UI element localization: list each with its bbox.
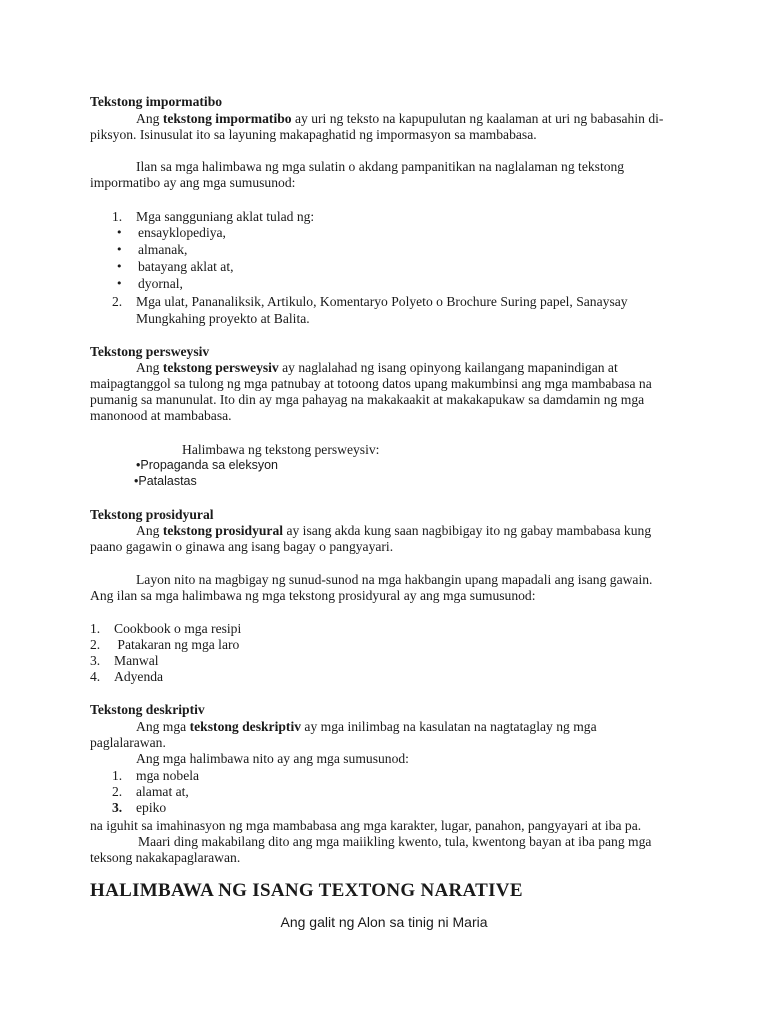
- bullet-icon: •: [116, 260, 123, 273]
- list-number: 2.: [112, 784, 123, 799]
- list-item: Mga sangguniang aklat tulad ng:: [136, 209, 315, 224]
- list-item: Patakaran ng mga laro: [114, 637, 240, 652]
- paragraph-impormatibo-examples-line2: impormatibo ay ang mga sumusunod:: [90, 175, 296, 190]
- paragraph-impormatibo-line2: piksyon. Isinusulat ito sa layuning makapaghatid ng impormasyon sa mambabasa.: [90, 127, 537, 142]
- list-number: 1.: [112, 209, 123, 224]
- heading-deskriptiv: Tekstong deskriptiv: [90, 702, 205, 717]
- heading-persweysiv: Tekstong persweysiv: [90, 344, 210, 359]
- list-number: 3.: [112, 800, 123, 815]
- paragraph-prosidyural-line1: Ang tekstong prosidyural ay isang akda kung saan nagbibigay ito ng gabay mambabasa kung: [136, 523, 652, 538]
- paragraph-deskriptiv-p2: Ang mga halimbawa nito ay ang mga sumusunod:: [136, 751, 409, 766]
- paragraph-persweysiv-line3: pumanig sa manunulat. Ito din ay mga pahayag na makakaakit at makakapukaw sa damdamin ng mga: [90, 392, 645, 407]
- bullet-item: ensayklopediya,: [138, 225, 226, 240]
- list-item: Manwal: [114, 653, 159, 668]
- persweysiv-example-item: •Patalastas: [134, 474, 197, 488]
- list-number: 2.: [112, 294, 123, 309]
- list-number: 2.: [90, 637, 101, 652]
- narrative-subtitle: Ang galit ng Alon sa tinig ni Maria: [280, 914, 488, 930]
- paragraph-prosidyural-p2-line2: Ang ilan sa mga halimbawa ng mga tekstong prosidyural ay ang mga sumusunod:: [90, 588, 536, 603]
- list-item: epiko: [136, 800, 167, 815]
- paragraph-deskriptiv-p4-line1: Maari ding makabilang dito ang mga maiikling kwento, tula, kwentong bayan at iba pang mga: [138, 834, 652, 849]
- paragraph-persweysiv-line1: Ang tekstong persweysiv ay naglalahad ng isang opinyong kailangang mapanindigan at: [136, 360, 618, 375]
- paragraph-impormatibo-examples-line1: Ilan sa mga halimbawa ng mga sulatin o akdang pampanitikan na naglalaman ng tekstong: [136, 159, 625, 174]
- list-item: Adyenda: [114, 669, 164, 684]
- paragraph-prosidyural-p2-line1: Layon nito na magbigay ng sunud-sunod na mga hakbangin upang mapadali ang isang gawain.: [136, 572, 653, 587]
- paragraph-deskriptiv-line1: Ang mga tekstong deskriptiv ay mga inilimbag na kasulatan na nagtataglay ng mga: [136, 719, 597, 734]
- list-item: Mga ulat, Pananaliksik, Artikulo, Komentaryo Polyeto o Brochure Suring papel, Sanaysay: [136, 294, 628, 309]
- bullet-icon: •: [116, 243, 123, 256]
- list-item-continuation: Mungkahing proyekto at Balita.: [136, 311, 310, 326]
- list-item: alamat at,: [136, 784, 189, 799]
- list-number: 4.: [90, 669, 101, 684]
- paragraph-deskriptiv-p3: na iguhit sa imahinasyon ng mga mambabasa ang mga karakter, lugar, panahon, pangyayari at iba pa.: [90, 818, 642, 833]
- heading-narrative: HALIMBAWA NG ISANG TEXTONG NARATIVE: [90, 880, 523, 901]
- paragraph-prosidyural-line2: paano gagawin o ginawa ang isang bagay o pangyayari.: [90, 539, 394, 554]
- persweysiv-example-item: •Propaganda sa eleksyon: [136, 458, 278, 472]
- heading-prosidyural: Tekstong prosidyural: [90, 507, 214, 522]
- list-number: 3.: [90, 653, 101, 668]
- list-item: mga nobela: [136, 768, 200, 783]
- bullet-item: almanak,: [138, 242, 188, 257]
- list-item: Cookbook o mga resipi: [114, 621, 242, 636]
- paragraph-deskriptiv-p4-line2: teksong nakakapaglarawan.: [90, 850, 241, 865]
- paragraph-persweysiv-line2: maipagtanggol sa tulong ng mga patnubay at totoong datos upang makumbinsi ang mga mambabasa na: [90, 376, 652, 391]
- bullet-item: batayang aklat at,: [138, 259, 234, 274]
- heading-impormatibo: Tekstong impormatibo: [90, 94, 223, 109]
- bullet-icon: •: [116, 226, 123, 239]
- bullet-item: dyornal,: [138, 276, 183, 291]
- paragraph-deskriptiv-line2: paglalarawan.: [90, 735, 166, 750]
- list-number: 1.: [112, 768, 123, 783]
- bullet-icon: •: [116, 277, 123, 290]
- paragraph-impormatibo-line1: Ang tekstong impormatibo ay uri ng teksto na kapupulutan ng kaalaman at uri ng babasahin di-: [136, 111, 664, 126]
- list-number: 1.: [90, 621, 101, 636]
- paragraph-persweysiv-line4: manonood at mambabasa.: [90, 408, 232, 423]
- persweysiv-example-title: Halimbawa ng tekstong persweysiv:: [182, 442, 380, 457]
